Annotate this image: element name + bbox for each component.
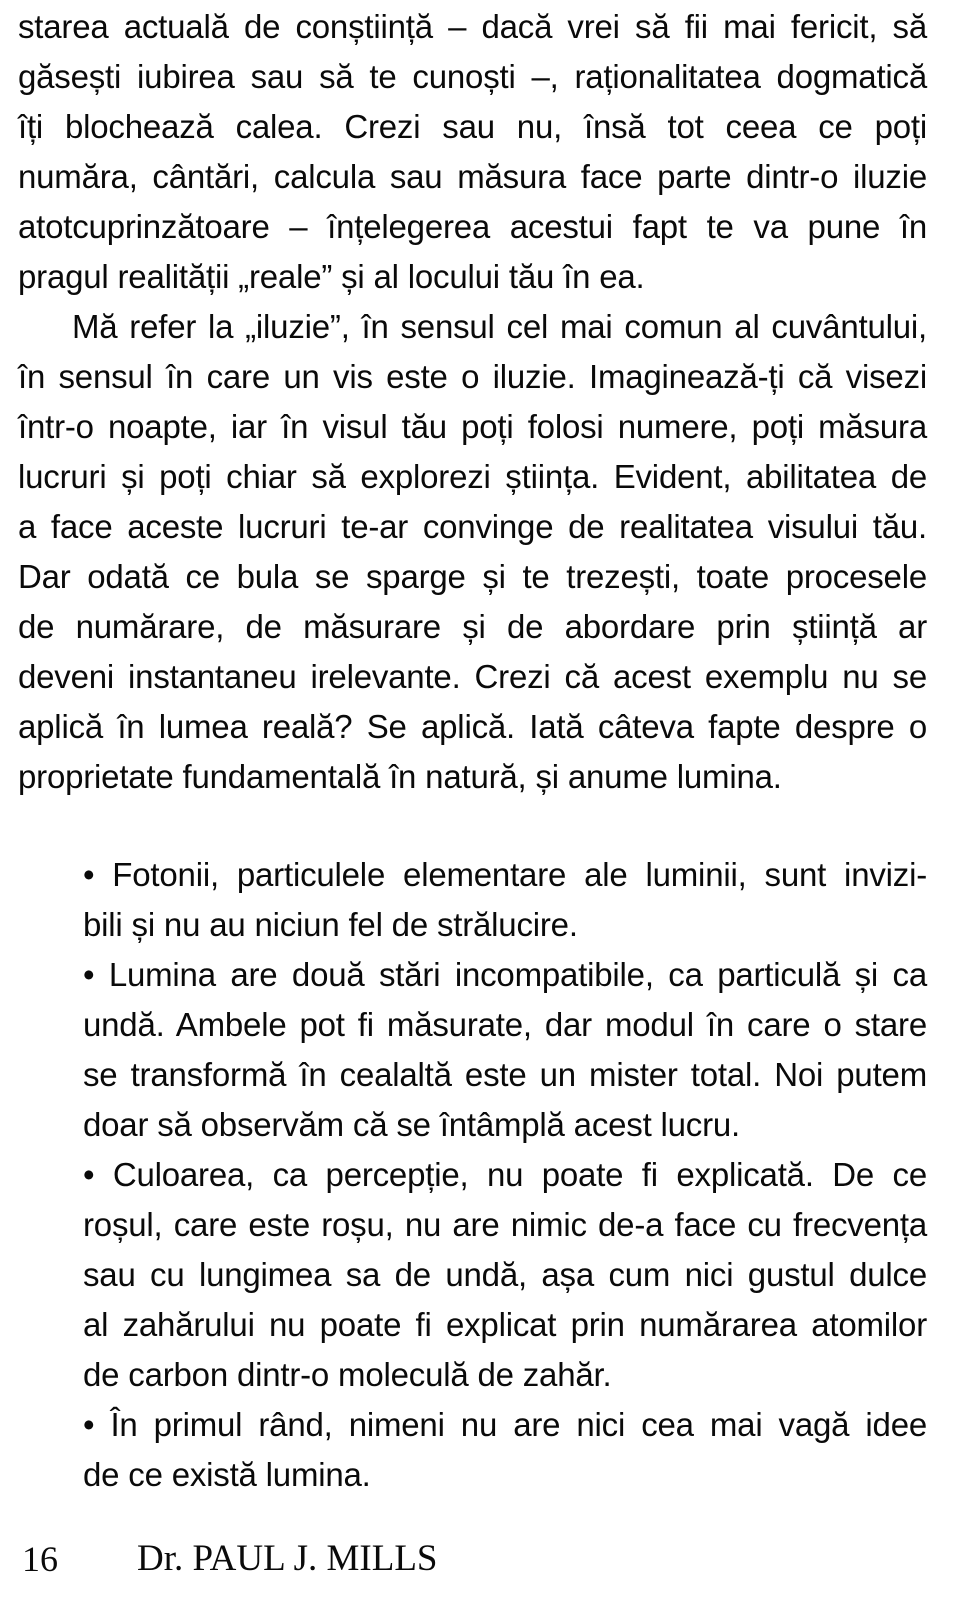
text-line: de numărare, de măsurare și de abordare prin știință ar — [18, 608, 927, 645]
text-line: îți blochează calea. Crezi sau nu, însă tot ceea ce poți — [18, 108, 927, 145]
text-line: • În primul rând, nimeni nu are nici cea mai vagă idee — [83, 1406, 927, 1443]
text-line: de ce există lumina. — [83, 1456, 371, 1493]
text-line: găsești iubirea sau să te cunoști –, raționalitatea dogmatică — [18, 58, 927, 95]
text-line: lucruri și poți chiar să explorezi știința. Evident, abilitatea de — [18, 458, 927, 495]
text-line: doar să observăm că se întâmplă acest lucru. — [83, 1106, 741, 1143]
paragraph-iluzie — [18, 302, 927, 802]
text-line: de carbon dintr-o moleculă de zahăr. — [83, 1356, 612, 1393]
text-line: al zahărului nu poate fi explicat prin numărarea atomilor — [83, 1306, 927, 1343]
text-line: Mă refer la „iluzie”, în sensul cel mai comun al cuvântului, — [72, 308, 927, 345]
text-line: • Lumina are două stări incompatibile, ca particulă și ca — [83, 956, 927, 993]
bullet-item-lumina-stari — [18, 950, 927, 1150]
text-line: într-o noapte, iar în visul tău poți folosi numere, poți măsura — [18, 408, 927, 445]
text-line: • Fotonii, particulele elementare ale luminii, sunt invizi- — [83, 856, 927, 893]
bullet-item-fotonii — [18, 850, 927, 950]
text-line: sau cu lungimea sa de undă, așa cum nici gustul dulce — [83, 1256, 927, 1293]
text-line: proprietate fundamentală în natură, și anume lumina. — [18, 758, 782, 795]
page-number: 16 — [22, 1539, 58, 1579]
bullet-list — [18, 850, 927, 1500]
text-line: a face aceste lucruri te-ar convinge de realitatea visului tău. — [18, 508, 927, 545]
text-line: starea actuală de conștiință – dacă vrei să fii mai fericit, să — [18, 8, 927, 45]
running-head: Dr. PAUL J. MILLS — [137, 1538, 438, 1579]
text-column — [18, 2, 927, 1500]
paragraph-continuation — [18, 2, 927, 302]
bullet-item-culoarea — [18, 1150, 927, 1400]
text-line: atotcuprinzătoare – înțelegerea acestui fapt te va pune în — [18, 208, 927, 245]
text-line: roșul, care este roșu, nu are nimic de-a face cu frecvența — [83, 1206, 927, 1243]
text-line: aplică în lumea reală? Se aplică. Iată câteva fapte despre o — [18, 708, 927, 745]
bullet-item-de-ce-lumina — [18, 1400, 927, 1500]
text-line: pragul realității „reale” și al locului tău în ea. — [18, 258, 645, 295]
text-line: deveni instantaneu irelevante. Crezi că acest exemplu nu se — [18, 658, 927, 695]
text-line: număra, cântări, calcula sau măsura face parte dintr-o iluzie — [18, 158, 927, 195]
text-line: undă. Ambele pot fi măsurate, dar modul în care o stare — [83, 1006, 927, 1043]
text-line: se transformă în cealaltă este un mister total. Noi putem — [83, 1056, 927, 1093]
text-line: în sensul în care un vis este o iluzie. Imaginează-ți că visezi — [18, 358, 927, 395]
page-footer — [0, 1534, 968, 1584]
text-line: bili și nu au niciun fel de strălucire. — [83, 906, 578, 943]
text-line: Dar odată ce bula se sparge și te trezești, toate procesele — [18, 558, 927, 595]
text-line: • Culoarea, ca percepție, nu poate fi explicată. De ce — [83, 1156, 927, 1193]
